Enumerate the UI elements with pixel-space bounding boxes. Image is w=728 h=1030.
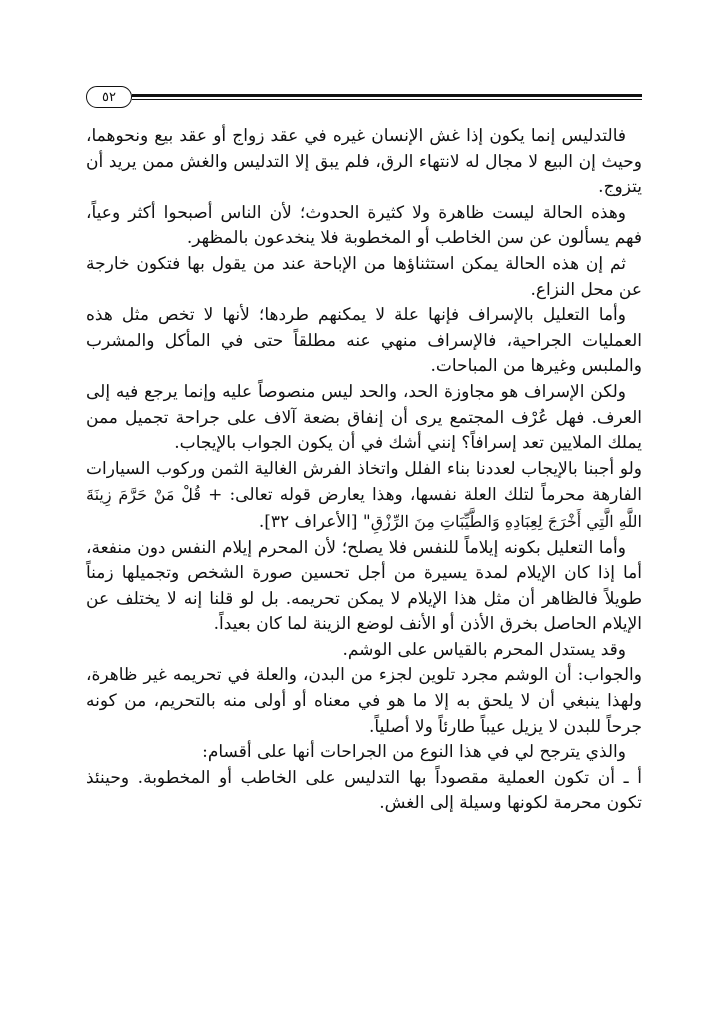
- paragraph-awareness: وهذه الحالة ليست ظاهرة ولا كثيرة الحدوث؛ لأن الناس أصبحوا أكثر وعياً، فهم يسألون عن سن الخاطب أو المخطوبة فلا ينخدعون بالمظهر.: [86, 202, 642, 249]
- paragraph-verse: [86, 457, 642, 536]
- paragraph-categories: والذي يترجح لي في هذا النوع من الجراحات أنها على أقسام:: [202, 742, 626, 763]
- page-body: [86, 124, 642, 817]
- paragraph-extravagance: وأما التعليل بالإسراف فإنها علة لا يمكنهم طردها؛ لأنها لا تخص مثل هذه العمليات الجراحية، فالإسراف منهي عنه مطلقاً حتى في المأكل والمشرب والملبس وغيرها من المباحات.: [86, 305, 642, 377]
- paragraph-exception: ثم إن هذه الحالة يمكن استثناؤها من الإباحة عند من يقول بها فتكون خارجة عن محل النزاع.: [86, 253, 642, 300]
- paragraph-answer: والجواب: أن الوشم مجرد تلوين لجزء من البدن، والعلة في تحريمه غير ظاهرة، ولهذا ينبغي أن لا يلحق به إلا ما هو في معناه أو أولى منه بالتحريم، من كونه جرحاً للبدن لا يزيل عيباً طارئاً ولا أصلياً.: [86, 665, 642, 737]
- paragraph-tattoo-claim: وقد يستدل المحرم بالقياس على الوشم.: [342, 639, 626, 660]
- quran-verse: قُلْ مَنْ حَرَّمَ زِينَةَ اللَّهِ الَّتِي أَخْرَجَ لِعِبَادِهِ وَالطَّيِّبَاتِ مِنَ الرِّزْقِ: [86, 485, 642, 531]
- header-rule-thick: [132, 94, 642, 97]
- list-item-a: أ ـ أن تكون العملية مقصوداً بها التدليس على الخاطب أو المخطوبة. وحينئذ تكون محرمة لكونها وسيلة إلى الغش.: [86, 767, 642, 814]
- page-header: [86, 86, 642, 106]
- verse-lead-text: ولو أجبنا بالإيجاب لعددنا بناء الفلل واتخاذ الفرش الغالية الثمن وركوب السيارات الفارهة محرماً لتلك العلة نفسها، وهذا يعارض قوله تعالى: +: [86, 458, 643, 506]
- header-rule-thin: [132, 99, 642, 100]
- verse-citation: " [الأعراف ٣٢].: [258, 511, 371, 532]
- paragraph-deception: فالتدليس إنما يكون إذا غش الإنسان غيره في عقد زواج أو عقد بيع ونحوهما، وحيث إن البيع لا مجال له لانتهاء الرق، فلم يبق إلا التدليس والغش ممن يريد أن يتزوج.: [86, 126, 642, 198]
- paragraph-custom: ولكن الإسراف هو مجاوزة الحد، والحد ليس منصوصاً عليه وإنما يرجع فيه إلى العرف. فهل عُرْف المجتمع يرى أن إنفاق بضعة آلاف على جراحة تجميل ممن يملك الملايين تعد إسرافاً؟ إنني أشك في أن يكون الجواب بالإيجاب.: [86, 381, 642, 454]
- paragraph-pain: وأما التعليل بكونه إيلاماً للنفس فلا يصلح؛ لأن المحرم إيلام النفس دون منفعة، أما إذا كان الإيلام لمدة يسيرة من أجل تحسين صورة الشخص وتجميلها زمناً طويلاً فالظاهر أن مثل هذا الإيلام لا يمكن تحريمه. بل لو قلنا إنه لا يختلف عن الإيلام الحاصل بخرق الأذن أو الأنف لوضع الزينة لما كان بعيداً.: [86, 537, 642, 635]
- page-number: ٥٢: [86, 86, 132, 108]
